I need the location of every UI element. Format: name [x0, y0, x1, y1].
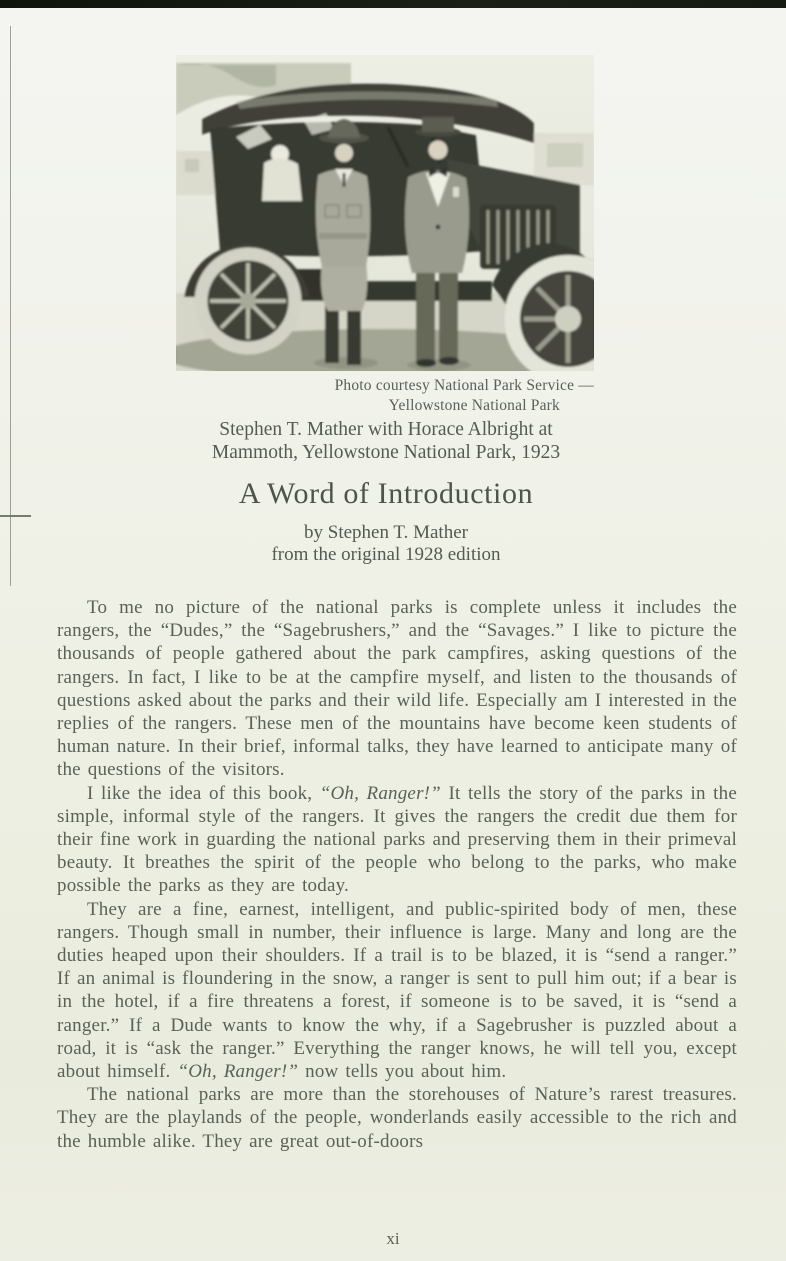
chapter-edition-note: from the original 1928 edition: [271, 544, 501, 565]
body-text: [57, 596, 737, 1153]
text-segment: To me no picture of the national parks is complete unless it includes the rangers, the “Dudes,” the “Sagebrushers,” and the “Savages.” I like to picture the thousands of people gathered about the park campfires, asking questions of the rangers. In fact, I like to be at the campfire myself, and listen to the thousands of questions asked about the parks and their wild life. Especially am I interested in the replies of the rangers. These men of the mountains have become keen students of human nature. In their brief, informal talks, they have learned to anticipate many of the questions of the visitors.: [57, 597, 737, 781]
photo-credit: [176, 376, 594, 416]
scan-top-edge: [0, 0, 786, 8]
chapter-heading: [130, 477, 642, 566]
text-segment: I like the idea of this book,: [87, 782, 320, 804]
figure-block: [176, 0, 594, 416]
scan-left-edge-line: [10, 26, 11, 586]
page-number: xi: [386, 1229, 400, 1248]
paragraph-2: [57, 782, 737, 898]
chapter-byline: by Stephen T. Mather: [304, 522, 468, 543]
paragraph-3: [57, 898, 737, 1084]
photo-caption-line1: Stephen T. Mather with Horace Albright at: [219, 419, 553, 440]
photo-credit-line1: Photo courtesy National Park Service —: [334, 377, 594, 394]
book-title-italic: “Oh, Ranger!”: [177, 1061, 299, 1083]
text-segment: They are a fine, earnest, intelligent, and public-spirited body of men, these rangers. Though small in number, their influence is large. Many and long are the duties heaped upon their shoulders. If a trail is to be blazed, it is “send a ranger.” If an animal is floundering in the snow, a ranger is sent to pull him out; if a bear is in the hotel, if a fire threatens a forest, if someone is to be saved, it is “send a ranger.” If a Dude wants to know the why, if a Sagebrusher is puzzled about a road, it is “ask the ranger.” Everything the ranger knows, he will tell you, except about himself.: [57, 898, 737, 1083]
photo-caption-line2: Mammoth, Yellowstone National Park, 1923: [211, 442, 561, 463]
mather-albright-photo: [176, 55, 594, 371]
paragraph-4: [57, 1083, 737, 1153]
text-segment: It tells the story of the parks in the simple, informal style of the rangers. It gives the rangers the credit due them for their fine work in guarding the national parks and preserving them in their primeval beauty. It breathes the spirit of the people who belong to the parks, who make possible the parks as they are today.: [57, 782, 737, 897]
chapter-title: A Word of Introduction: [238, 477, 534, 510]
book-title-italic: “Oh, Ranger!”: [319, 782, 441, 804]
text-segment: now tells you about him.: [298, 1061, 507, 1083]
photo-credit-line2: Yellowstone National Park: [388, 397, 560, 414]
scan-left-edge-tick: [0, 515, 31, 517]
text-segment: The national parks are more than the storehouses of Nature’s rarest treasures. They are the playlands of the people, wonderlands easily accessible to the rich and the humble alike. They are great out-of-doors: [57, 1084, 737, 1152]
paragraph-1: [57, 596, 737, 782]
photo-caption: [130, 418, 642, 464]
